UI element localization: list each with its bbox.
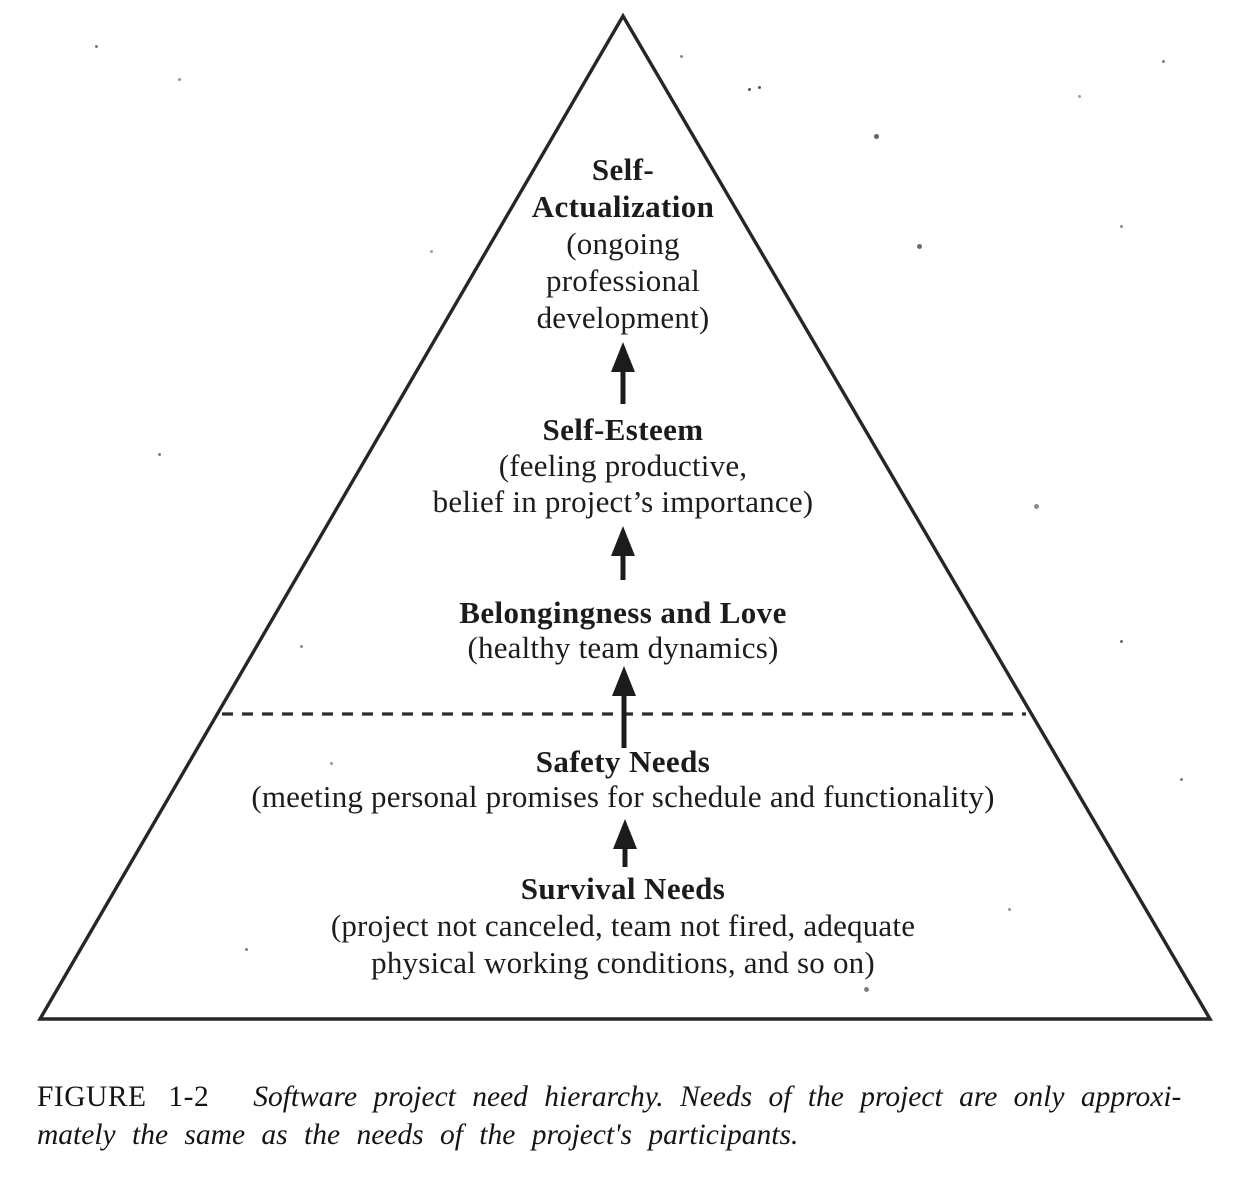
level-survival-needs [0,870,1246,981]
figure-caption-text: Software project need hierarchy. Needs of the project are only approxi- [253,1081,1182,1113]
level-title-line: Belongingness and Love [459,595,787,630]
level-title-line: Actualization [531,189,715,224]
level-safety-needs [0,744,1246,814]
level-subtitle-line: (meeting personal promises for schedule and functionality) [251,779,995,814]
up-arrow-icon [612,666,636,748]
level-title-line: Self- [591,152,655,187]
figure-number-label: FIGURE 1-2 [37,1081,210,1113]
level-subtitle-line: development) [536,300,710,335]
level-title-line: Safety Needs [535,744,711,779]
level-subtitle-line: (healthy team dynamics) [467,630,779,665]
level-subtitle-line: (ongoing [566,226,680,261]
figure-caption-line-1 [37,1078,1212,1116]
level-subtitle-line: physical working conditions, and so on) [371,945,875,980]
level-subtitle-line: belief in project’s importance) [432,484,814,519]
figure-caption [37,1078,1212,1154]
up-arrow-icon [611,526,635,580]
level-self-actualization [0,151,1246,336]
level-subtitle-line: (feeling productive, [498,448,748,483]
level-belongingness-and-love [0,595,1246,665]
figure-caption-line-2: mately the same as the needs of the project's participants. [37,1119,799,1151]
level-subtitle-line: (project not canceled, team not fired, adequate [330,908,916,943]
level-self-esteem [0,412,1246,520]
scan-noise-specks [0,0,3,3]
level-title-line: Survival Needs [520,871,726,906]
up-arrow-icon [613,819,637,867]
level-subtitle-line: professional [546,263,700,298]
level-title-line: Self-Esteem [542,412,704,447]
up-arrow-icon [611,342,635,404]
